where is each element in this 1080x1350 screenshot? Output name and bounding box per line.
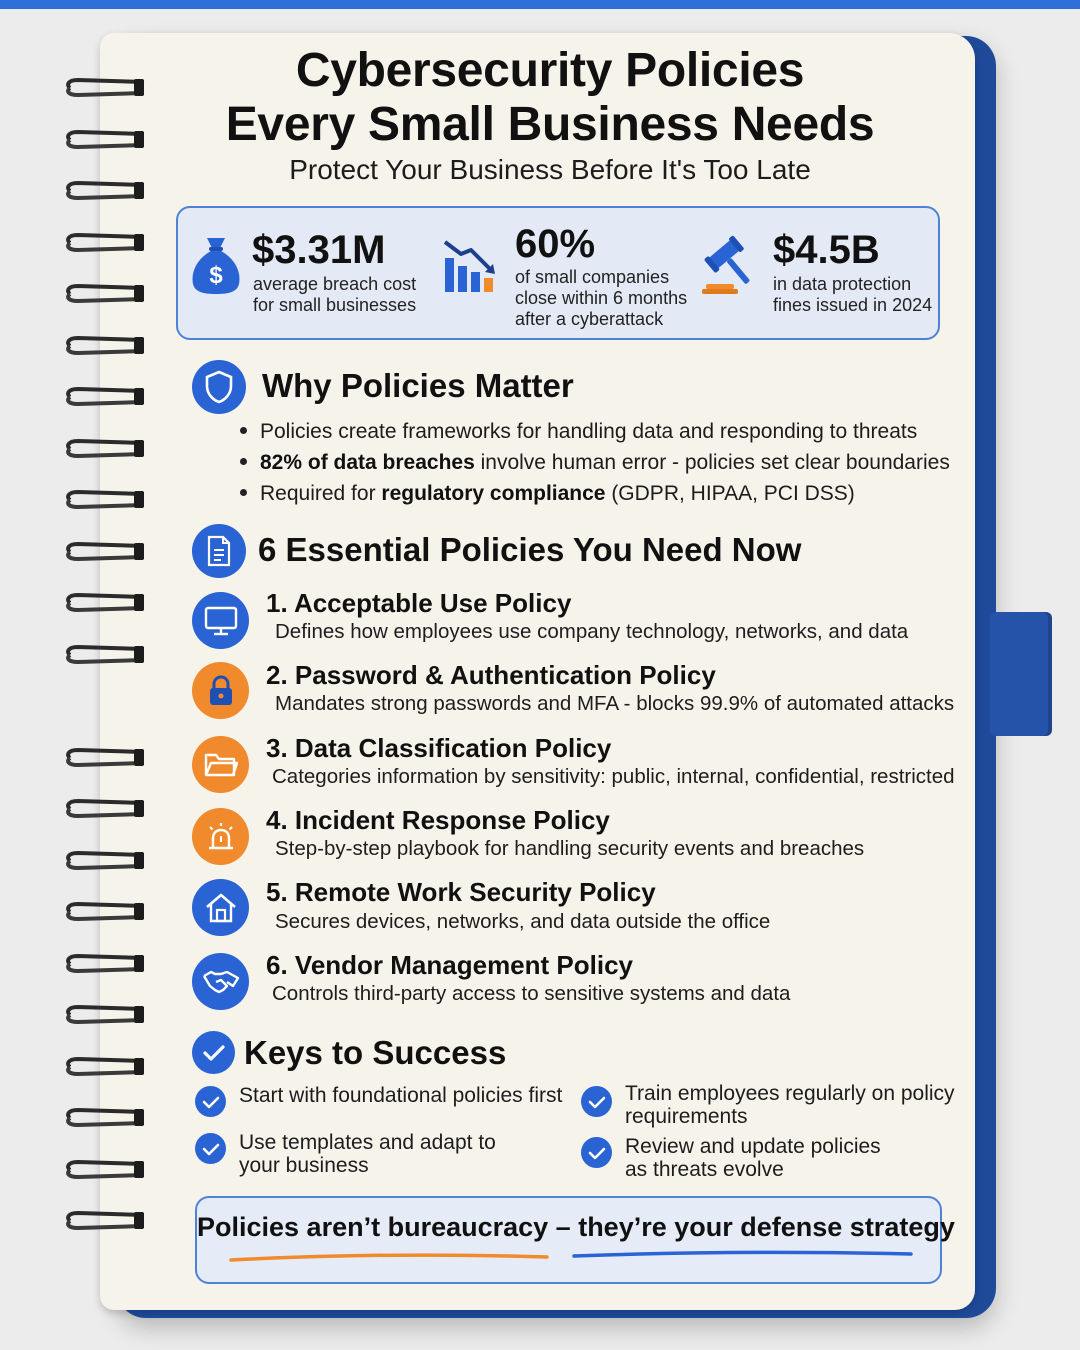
policy-title: 2. Password & Authentication Policy — [266, 660, 716, 690]
spiral-ring — [60, 488, 146, 512]
closing-quote-box — [195, 1196, 955, 1284]
key-item-text: Start with foundational policies first — [239, 1084, 563, 1107]
stat-caption: close within 6 months — [515, 288, 688, 308]
spiral-binding — [60, 70, 160, 1280]
lock-icon — [192, 662, 249, 719]
key-item-text: as threats evolve — [625, 1158, 784, 1181]
notebook-elastic-strap — [990, 612, 1052, 736]
checkmark-icon — [192, 1031, 235, 1074]
policy-description: Secures devices, networks, and data outside the office — [275, 910, 771, 933]
section-title-keys: Keys to Success — [244, 1034, 507, 1071]
spiral-ring — [60, 1055, 146, 1079]
spiral-ring — [60, 282, 146, 306]
top-accent-bar — [0, 0, 1080, 9]
stat-value-breach-cost: $3.31M — [252, 228, 386, 272]
money-bag-icon — [189, 234, 243, 301]
policy-description: Defines how employees use company technology, networks, and data — [275, 620, 909, 643]
spiral-ring — [60, 591, 146, 615]
closing-quote: Policies aren’t bureaucracy – they’re your defense strategy — [197, 1212, 955, 1242]
spiral-ring — [60, 900, 146, 924]
policy-description: Controls third-party access to sensitive systems and data — [272, 982, 791, 1005]
page-subtitle: Protect Your Business Before It's Too Late — [289, 154, 811, 185]
stat-caption: of small companies — [515, 267, 670, 287]
key-item-text: your business — [239, 1154, 369, 1177]
spiral-ring — [60, 746, 146, 770]
policy-description: Mandates strong passwords and MFA - blocks 99.9% of automated attacks — [275, 692, 955, 715]
quote-underlines — [197, 1198, 955, 1282]
svg-text:$: $ — [209, 262, 223, 289]
declining-chart-icon — [441, 236, 501, 299]
key-item-text: requirements — [625, 1105, 748, 1128]
monitor-icon — [192, 592, 249, 649]
policy-description: Categories information by sensitivity: public, internal, confidential, restricted — [272, 765, 955, 788]
why-bullet: Required for regulatory compliance (GDPR, HIPAA, PCI DSS) — [240, 482, 855, 506]
folder-icon — [192, 736, 249, 793]
spiral-ring — [60, 334, 146, 358]
spiral-ring — [60, 643, 146, 667]
spiral-ring — [60, 385, 146, 409]
checkmark-icon — [195, 1133, 226, 1164]
policy-title: 3. Data Classification Policy — [266, 733, 612, 763]
spiral-ring — [60, 849, 146, 873]
shield-icon — [192, 360, 246, 414]
stat-caption: after a cyberattack — [515, 309, 664, 329]
stat-caption: for small businesses — [253, 295, 417, 315]
stat-value-closure-rate: 60% — [515, 222, 596, 266]
stat-caption: fines issued in 2024 — [773, 295, 933, 315]
why-bullet: 82% of data breaches involve human error - policies set clear boundaries — [240, 451, 950, 475]
handshake-icon — [192, 953, 249, 1010]
section-title-essentials: 6 Essential Policies You Need Now — [258, 531, 802, 568]
checkmark-icon — [581, 1137, 612, 1168]
checkmark-icon — [581, 1086, 612, 1117]
home-icon — [192, 879, 249, 936]
stat-caption: average breach cost — [253, 274, 417, 294]
stat-value-fines: $4.5B — [773, 228, 880, 272]
policy-description: Step-by-step playbook for handling security events and breaches — [275, 837, 865, 860]
page-title-line-2: Every Small Business Needs — [225, 98, 875, 151]
spiral-ring — [60, 1158, 146, 1182]
spiral-ring — [60, 437, 146, 461]
stat-caption: in data protection — [773, 274, 912, 294]
spiral-ring — [60, 797, 146, 821]
page-title-line-1: Cybersecurity Policies — [295, 44, 805, 97]
key-item-text: Train employees regularly on policy — [625, 1082, 955, 1105]
document-icon — [192, 524, 246, 578]
spiral-ring — [60, 1209, 146, 1233]
spiral-ring — [60, 231, 146, 255]
spiral-ring — [60, 1003, 146, 1027]
spiral-ring — [60, 1106, 146, 1130]
policy-title: 4. Incident Response Policy — [266, 805, 610, 835]
key-item-text: Use templates and adapt to — [239, 1131, 496, 1154]
key-item-text: Review and update policies — [625, 1135, 881, 1158]
why-bullet: Policies create frameworks for handling data and responding to threats — [240, 420, 917, 444]
alarm-icon — [192, 808, 249, 865]
checkmark-icon — [195, 1086, 226, 1117]
policy-title: 5. Remote Work Security Policy — [266, 877, 656, 907]
section-title-why: Why Policies Matter — [262, 367, 574, 404]
policy-title: 6. Vendor Management Policy — [266, 950, 633, 980]
policy-title: 1. Acceptable Use Policy — [266, 588, 572, 618]
spiral-ring — [60, 952, 146, 976]
gavel-icon — [700, 234, 764, 303]
spiral-ring — [60, 540, 146, 564]
